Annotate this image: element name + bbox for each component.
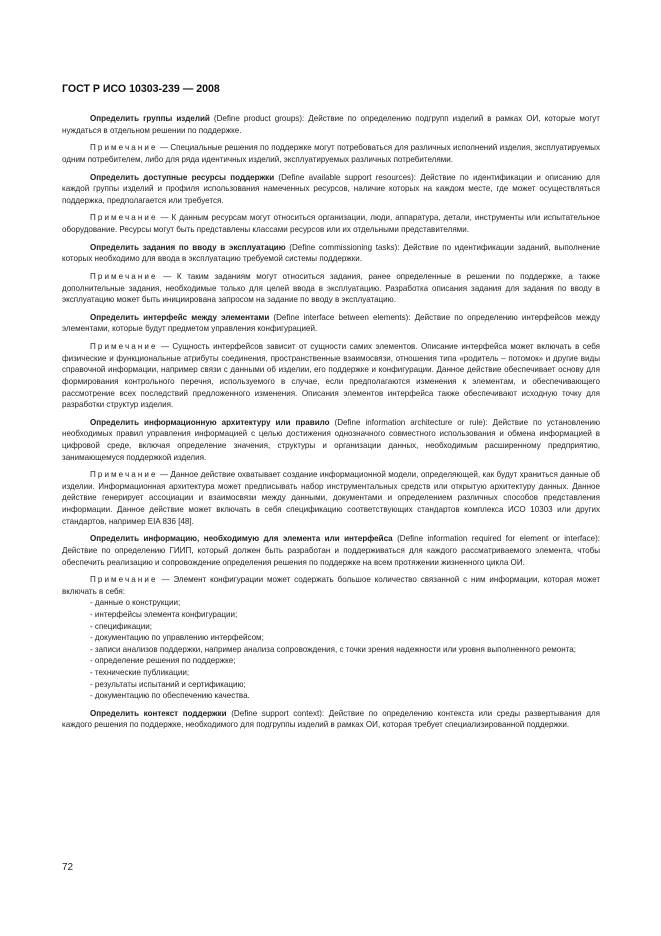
list-item: - спецификации;: [90, 621, 152, 631]
note-label: Примечание: [90, 272, 158, 281]
note-paragraph: [62, 341, 600, 411]
note-text: — Сущность интерфейсов зависит от сущности самих элементов. Описание интерфейса может включать в себя физические и функциональные атрибуты соединения, пространственные взаимосвязи, отношения типа «родитель – потомок» и другие виды справочной информации, например связи с данными об изделии, его поддержке и конфигурации. Данное действие обеспечивает основу для формирования контрольного перечня, используемого в случае, если предполагаются изменения к элементам, и обеспечивающего рассмотрение всех последствий предложенного изменения. Описания элементов интерфейса также обеспечивают исходную точку для разработки структур изделия.: [62, 342, 600, 410]
list-item: - результаты испытаний и сертификацию;: [90, 679, 246, 689]
paragraph: [62, 312, 600, 335]
term: Определить группы изделий: [90, 114, 210, 123]
list-item: - записи анализов поддержки, например анализа сопровождения, с точки зрения надежности или уровня выполненного ремонта;: [90, 644, 576, 654]
note-paragraph: [62, 271, 600, 306]
term: Определить информацию, необходимую для элемента или интерфейса: [90, 534, 393, 544]
note-label: Примечание: [90, 143, 158, 153]
note-text: — Специальные решения по поддержке могут потребоваться для различных исполнений изделия, эксплуатируемых одним потребителем, либо для ряда идентичных изделий, эксплуатируемых различных потребителями.: [62, 143, 600, 164]
term: Определить доступные ресурсы поддержки: [90, 172, 275, 182]
definition: (Define information architecture or rule): Действие по установлению необходимых правил управления информацией с целью достижения однозначного совместного использования и обмена информацией в цифровой среде, включая определение значения, структуры и организации данных, необходимым расширенному предприятию, занимающемуся поддержкой изделия.: [62, 417, 600, 462]
definition: (Define product groups): Действие по определению подгрупп изделий в рамках ОИ, которые могут нуждаться в отдельном решении по поддержке.: [62, 114, 600, 135]
document-body: [62, 113, 600, 737]
note-paragraph: [62, 574, 600, 597]
paragraph: [62, 172, 600, 207]
note-paragraph: [62, 142, 600, 165]
info-list: [62, 597, 600, 701]
paragraph: [62, 113, 600, 136]
term: Определить интерфейс между элементами: [90, 312, 270, 322]
note-label: Примечание: [90, 213, 158, 223]
list-item: - документацию по обеспечению качества.: [90, 691, 250, 701]
note-text: — Элемент конфигурации может содержать большое количество связанной с ним информации, которая может включать в себя:: [62, 575, 600, 596]
definition: (Define commissioning tasks): Действие по идентификации заданий, выполнение которых необходимо для ввода в эксплуатацию требуемой системы поддержки.: [62, 242, 600, 264]
list-item: - интерфейсы элемента конфигурации;: [90, 610, 238, 619]
note-label: Примечание: [90, 342, 158, 352]
paragraph: [62, 708, 600, 731]
document-header: ГОСТ Р ИСО 10303-239 — 2008: [62, 83, 220, 95]
term: Определить информационную архитектуру или правило: [90, 417, 330, 427]
note-label: Примечание: [90, 470, 158, 480]
definition: (Define support context): Действие по определению контекста или среды развертывания для каждого решения по поддержке, необходимого для подгруппы изделий в рамках ОИ, которая требует специализированной поддержки.: [62, 708, 601, 730]
list-item: - документацию по управлению интерфейсом;: [90, 633, 264, 643]
note-text: — К таким заданиям могут относиться задания, ранее определенные в решении по поддержке, а также дополнительные задания, необходимые только для целей ввода в эксплуатацию. Разработка описания задания для задания по вводу в эксплуатацию может быть инициирована запросом на задание по вводу в эксплуатацию.: [62, 272, 600, 305]
note-paragraph: [62, 469, 600, 527]
note-text: — К данным ресурсам могут относиться организации, люди, аппаратура, детали, инструменты или испытательное оборудование. Ресурсы могут быть представлены классами ресурсов или их отдельными представителями.: [62, 213, 600, 235]
page-number: 72: [62, 862, 74, 873]
definition: (Define available support resources): Действие по идентификации и описанию для каждой группы изделий и профиля использования намеченных ресурсов, наличие которых на каждом месте, где может осуществляться поддержка, предполагается или требуется.: [62, 172, 600, 205]
definition: (Define interface between elements): Действие по определению интерфейсов между элементами, которые будут предметом управления конфигурацией.: [62, 312, 601, 334]
list-item: - данные о конструкции;: [90, 598, 181, 608]
note-paragraph: [62, 212, 600, 235]
term: Определить задания по вводу в эксплуатацию: [90, 242, 286, 252]
term: Определить контекст поддержки: [90, 708, 227, 718]
definition: (Define information required for element or interface): Действие по определению ГИИП, который должен быть разработан и поддерживаться для каждого рассматриваемого элемента, чтобы обеспечить реализацию и сопровождение определения решения по поддержке на всем протяжении жизненного цикла ОИ.: [62, 534, 601, 567]
paragraph: [62, 417, 600, 463]
note-text: — Данное действие охватывает создание информационной модели, определяющей, как будут храниться данные об изделии. Информационная архитектура может предписывать набор инструментальных средств или открытую архитектуру данных. Данное действие генерирует ассоциации и взаимосвязи между данными, документами и определением различных способов представления информации. Данное действие может включать в себя спецификацию соответствующих стандартов комплекса ИСО 10303 или других стандартов, например EIA 836 [48].: [62, 470, 600, 526]
paragraph: [62, 533, 600, 568]
list-item: - определение решения по поддержке;: [90, 656, 236, 666]
paragraph: [62, 242, 600, 265]
list-item: - технические публикации;: [90, 667, 190, 677]
note-label: Примечание: [90, 575, 158, 585]
